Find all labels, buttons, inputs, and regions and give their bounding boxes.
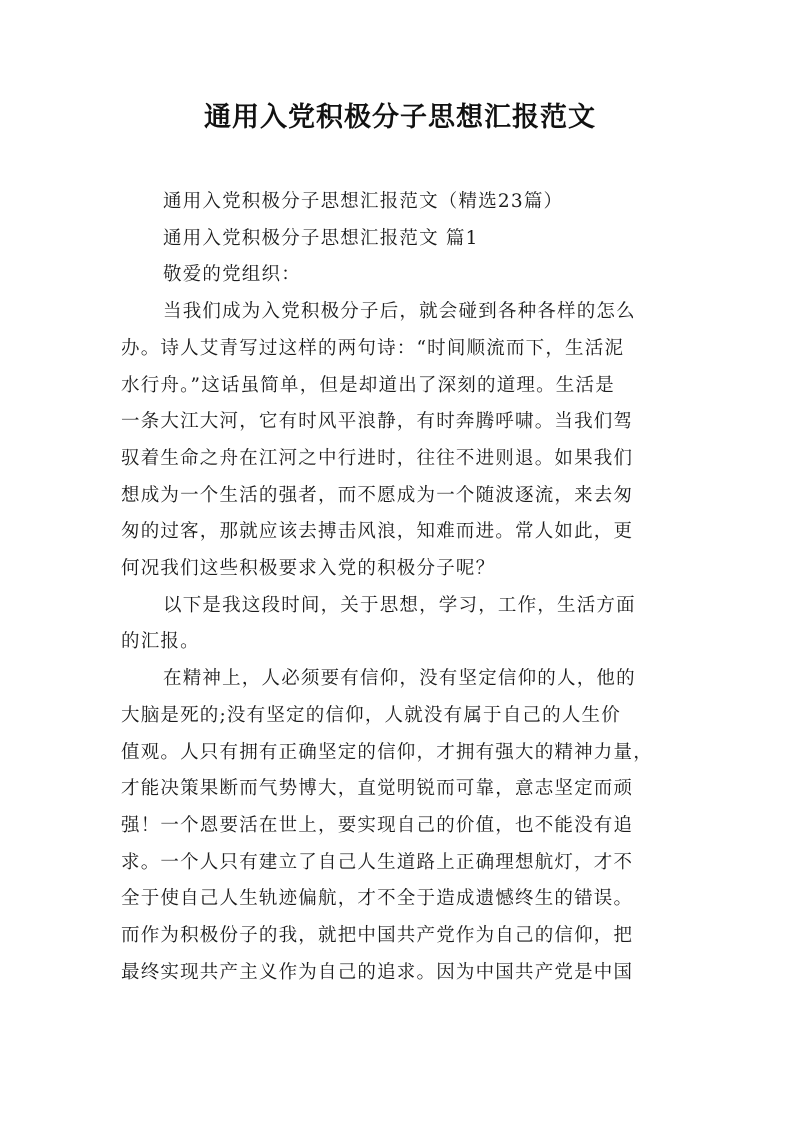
paragraph-line: 何况我们这些积极要求入党的积极分子呢？ <box>121 558 496 580</box>
paragraph-line: 求。一个人只有建立了自己人生道路上正确理想航灯，才不 <box>121 851 634 873</box>
paragraph-line: 驭着生命之舟在江河之中行进时，往往不进则退。如果我们 <box>121 447 634 469</box>
subtitle-paragraph <box>121 184 681 221</box>
document-body <box>121 184 681 991</box>
paragraph-line: 匆的过客，那就应该去搏击风浪，知难而进。常人如此，更 <box>121 521 634 543</box>
section-heading <box>121 221 681 258</box>
paragraph-line: 最终实现共产主义作为自己的追求。因为中国共产党是中国 <box>121 961 634 983</box>
paragraph-line: 想成为一个生活的强者，而不愿成为一个随波逐流，来去匆 <box>121 484 634 506</box>
body-paragraph <box>121 294 681 588</box>
body-paragraph <box>121 661 681 991</box>
paragraph-line: 才能决策果断而气势博大，直觉明锐而可靠，意志坚定而顽 <box>121 778 634 800</box>
paragraph-line: 而作为积极份子的我，就把中国共产党作为自己的信仰，把 <box>121 925 634 947</box>
paragraph-line: 以下是我这段时间，关于思想，学习，工作，生活方面 <box>163 594 636 616</box>
paragraph-line: 值观。人只有拥有正确坚定的信仰，才拥有强大的精神力量， <box>121 741 653 763</box>
document-title: 通用入党积极分子思想汇报范文 <box>204 102 596 133</box>
paragraph-line: 在精神上，人必须要有信仰，没有坚定信仰的人，他的 <box>163 668 636 690</box>
paragraph-line: 强！一个恩要活在世上，要实现自己的价值，也不能没有追 <box>121 814 634 836</box>
paragraph-line: 水行舟。”这话虽简单，但是却道出了深刻的道理。生活是 <box>121 374 615 396</box>
paragraph-line: 一条大江大河，它有时风平浪静，有时奔腾呼啸。当我们驾 <box>121 411 634 433</box>
salutation <box>121 257 681 294</box>
paragraph-line: 当我们成为入党积极分子后，就会碰到各种各样的怎么 <box>163 301 636 323</box>
body-paragraph <box>121 588 681 661</box>
paragraph-line: 通用入党积极分子思想汇报范文 篇1 <box>163 227 479 249</box>
paragraph-line: 的汇报。 <box>121 631 200 653</box>
paragraph-line: 办。诗人艾青写过这样的两句诗：“时间顺流而下，生活泥 <box>121 337 625 359</box>
paragraph-line: 大脑是死的;没有坚定的信仰，人就没有属于自己的人生价 <box>121 704 621 726</box>
paragraph-line: 全于使自己人生轨迹偏航，才不全于造成遗憾终生的错误。 <box>121 888 634 910</box>
paragraph-line: 通用入党积极分子思想汇报范文（精选23篇） <box>163 191 564 212</box>
paragraph-line: 敬爱的党组织： <box>163 264 301 286</box>
